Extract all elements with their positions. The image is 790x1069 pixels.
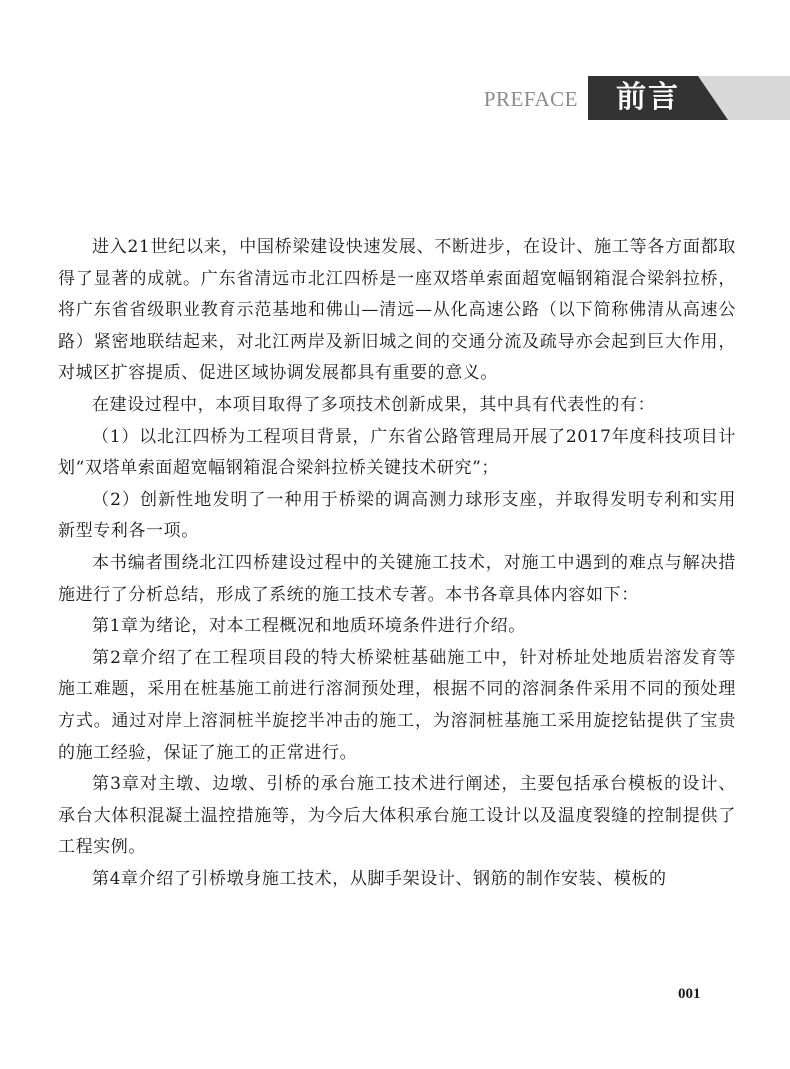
paragraph: 在建设过程中，本项目取得了多项技术创新成果，其中具有代表性的有： (92, 394, 656, 415)
paragraph: （2）创新性地发明了一种用于桥梁的调高测力球形支座，并取得发明专利和实用新型专利各一项。 (58, 489, 736, 542)
paragraph: 本书编者围绕北江四桥建设过程中的关键施工技术，对施工中遇到的难点与解决措施进行了分析总结，形成了系统的施工技术专著。本书各章具体内容如下： (58, 552, 736, 605)
preface-label: PREFACE (483, 87, 578, 111)
paragraph: 进入21世纪以来，中国桥梁建设快速发展、不断进步，在设计、施工等各方面都取得了显著的成就。广东省清远市北江四桥是一座双塔单索面超宽幅钢箱混合梁斜拉桥，将广东省省级职业教育示范基地和佛山—清远—从化高速公路（以下简称佛清从高速公路）紧密地联结起来，对北江两岸及新旧城之间的交通分流及疏导亦会起到巨大作用，对城区扩容提质、促进区域协调发展都具有重要的意义。 (58, 237, 736, 384)
paragraph: 第1章为绪论，对本工程概况和地质环境条件进行介绍。 (92, 616, 526, 637)
chapter-header (0, 76, 790, 124)
paragraph: （1）以北江四桥为工程项目背景，广东省公路管理局开展了2017年度科技项目计划“双塔单索面超宽幅钢箱混合梁斜拉桥关键技术研究”； (58, 426, 736, 479)
preface-body (58, 232, 736, 895)
page-title: 前言 (616, 80, 680, 115)
page-number: 001 (678, 986, 701, 1002)
paragraph: 第4章介绍了引桥墩身施工技术，从脚手架设计、钢筋的制作安装、模板的 (92, 868, 667, 889)
paragraph: 第3章对主墩、边墩、引桥的承台施工技术进行阐述，主要包括承台模板的设计、承台大体积混凝土温控措施等，为今后大体积承台施工设计以及温度裂缝的控制提供了工程实例。 (58, 774, 736, 858)
paragraph: 第2章介绍了在工程项目段的特大桥梁桩基础施工中，针对桥址处地质岩溶发育等施工难题，采用在桩基施工前进行溶洞预处理，根据不同的溶洞条件采用不同的预处理方式。通过对岸上溶洞桩半旋挖半冲击的施工，为溶洞桩基施工采用旋挖钻提供了宝贵的施工经验，保证了施工的正常进行。 (58, 647, 736, 763)
title-tab (588, 76, 728, 120)
